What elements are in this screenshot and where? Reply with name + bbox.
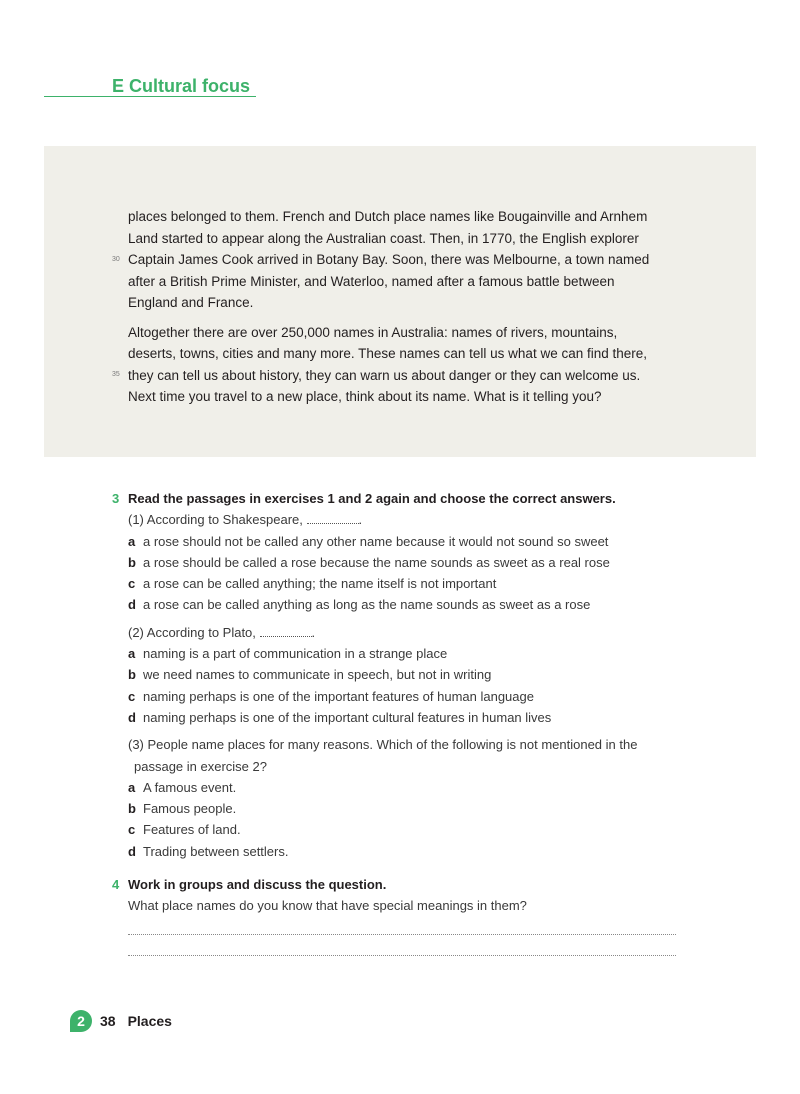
option-text: Trading between settlers. xyxy=(143,843,289,859)
question-prompt: (1) According to Shakespeare, xyxy=(128,512,303,528)
option-letter: c xyxy=(128,688,136,704)
answer-blank[interactable] xyxy=(307,511,359,524)
passage-line: Captain James Cook arrived in Botany Bay. Soon, there was Melbourne, a town named xyxy=(128,252,650,267)
option-row[interactable] xyxy=(112,686,692,707)
option-row[interactable] xyxy=(112,573,692,594)
option-letter: c xyxy=(128,576,136,592)
question-prompt: (3) People name places for many reasons. Which of the following is not mentioned in the xyxy=(128,737,638,753)
option-text: A famous event. xyxy=(143,779,237,795)
option-letter: b xyxy=(128,667,136,683)
option-row[interactable] xyxy=(112,594,692,615)
line-number-35: 35 xyxy=(112,371,120,378)
option-letter: a xyxy=(128,533,136,549)
line-number-30: 30 xyxy=(112,256,120,263)
option-row[interactable] xyxy=(112,643,692,664)
option-row[interactable] xyxy=(112,552,692,573)
page-footer xyxy=(70,1010,172,1032)
option-text: naming perhaps is one of the important cultural features in human lives xyxy=(143,709,552,725)
exercise-3 xyxy=(112,488,692,862)
option-text: Features of land. xyxy=(143,822,241,838)
option-row[interactable] xyxy=(112,777,692,798)
option-row[interactable] xyxy=(112,664,692,685)
passage-line: deserts, towns, cities and many more. These names can tell us what we can find there, xyxy=(128,346,648,361)
exercise-instruction: Work in groups and discuss the question. xyxy=(128,877,387,892)
passage-line: Next time you travel to a new place, think about its name. What is it telling you? xyxy=(128,389,602,404)
option-text: a rose can be called anything as long as the name sounds as sweet as a rose xyxy=(143,597,591,613)
option-text: we need names to communicate in speech, but not in writing xyxy=(143,667,492,683)
punctuation: . xyxy=(311,624,316,640)
exercise-number: 4 xyxy=(112,877,120,892)
option-letter: d xyxy=(128,709,136,725)
option-letter: b xyxy=(128,801,136,817)
passage-line: they can tell us about history, they can warn us about danger or they can welcome us. xyxy=(128,367,641,383)
option-letter: d xyxy=(128,843,136,859)
question-prompt: (2) According to Plato, xyxy=(128,624,256,640)
answer-blank[interactable] xyxy=(260,624,312,637)
option-text: Famous people. xyxy=(143,801,237,817)
reading-passage xyxy=(128,206,688,408)
answer-line[interactable] xyxy=(128,934,676,935)
option-row[interactable] xyxy=(112,798,692,819)
page-number: 38 xyxy=(100,1013,116,1029)
unit-title: Places xyxy=(127,1013,172,1029)
option-text: a rose should not be called any other name because it would not sound so sweet xyxy=(143,533,609,549)
option-letter: a xyxy=(128,646,136,662)
discussion-question: What place names do you know that have special meanings in them? xyxy=(128,898,527,914)
option-letter: c xyxy=(128,822,136,838)
option-row[interactable] xyxy=(112,707,692,728)
unit-badge: 2 xyxy=(70,1010,92,1032)
passage-line: Land started to appear along the Australian coast. Then, in 1770, the English explorer xyxy=(128,230,639,246)
passage-line: England and France. xyxy=(128,295,254,310)
passage-line: after a British Prime Minister, and Waterloo, named after a famous battle between xyxy=(128,273,615,289)
option-row[interactable] xyxy=(112,819,692,840)
option-letter: a xyxy=(128,779,136,795)
section-title: E Cultural focus xyxy=(112,76,251,96)
answer-line[interactable] xyxy=(128,955,676,956)
passage-line: Altogether there are over 250,000 names in Australia: names of rivers, mountains, xyxy=(128,324,618,340)
exercise-number: 3 xyxy=(112,491,120,506)
option-text: naming perhaps is one of the important features of human language xyxy=(143,688,534,704)
passage-line: places belonged to them. French and Dutch place names like Bougainville and Arnhem xyxy=(128,209,648,224)
option-letter: b xyxy=(128,554,136,570)
exercise-instruction: Read the passages in exercises 1 and 2 again and choose the correct answers. xyxy=(128,491,616,506)
section-underline xyxy=(44,96,256,97)
question-prompt-continued: passage in exercise 2? xyxy=(134,758,267,774)
option-row[interactable] xyxy=(112,531,692,552)
option-text: a rose can be called anything; the name itself is not important xyxy=(143,576,497,592)
option-row[interactable] xyxy=(112,841,692,862)
exercise-4 xyxy=(112,874,692,917)
punctuation: . xyxy=(358,512,363,528)
option-letter: d xyxy=(128,597,136,613)
option-text: naming is a part of communication in a strange place xyxy=(143,646,448,662)
option-text: a rose should be called a rose because the name sounds as sweet as a real rose xyxy=(143,554,610,570)
